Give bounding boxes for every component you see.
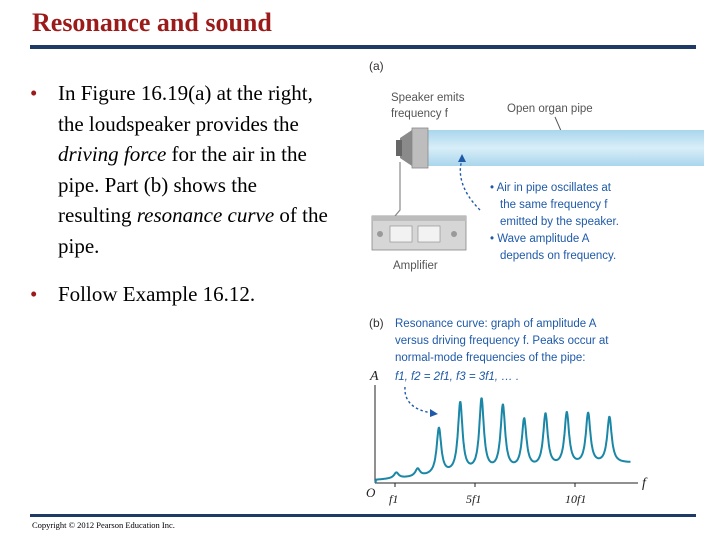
organ-pipe	[428, 130, 704, 166]
caption-dashed-arrow	[405, 387, 432, 413]
caption-line-3: normal-mode frequencies of the pipe:	[395, 352, 586, 364]
note-line-2: the same frequency f	[500, 199, 608, 211]
x-tick-label-10f1: 10f1	[565, 492, 587, 506]
bullet-1-text-c: of the pipe.	[58, 203, 328, 258]
footer-divider	[30, 514, 696, 517]
bullet-1-emphasis-resonance-curve: resonance curve	[136, 203, 275, 227]
x-axis-label: f	[642, 476, 646, 491]
y-axis-label: A	[370, 369, 379, 384]
bullet-dot: •	[30, 81, 38, 105]
bullet-item-2	[30, 279, 330, 310]
panel-a-label: (a)	[369, 59, 384, 73]
slide-title: Resonance and sound	[32, 8, 272, 37]
note-line-5: depends on frequency.	[500, 250, 617, 262]
speaker-label-line2: frequency f	[391, 108, 448, 120]
amplifier-label: Amplifier	[393, 260, 438, 272]
origin-label: O	[366, 485, 376, 500]
caption-line-4: f1, f2 = 2f1, f3 = 3f1, … .	[395, 371, 520, 383]
copyright-text: Copyright © 2012 Pearson Education Inc.	[32, 520, 175, 530]
figure-16-19	[360, 50, 710, 520]
bullet-1-text-a: In Figure 16.19(a) at the right, the loudspeaker provides the	[58, 81, 313, 136]
x-tick-label-5f1: 5f1	[466, 492, 482, 506]
note-line-1: • Air in pipe oscillates at	[490, 182, 612, 194]
caption-arrowhead	[430, 409, 438, 417]
pipe-label: Open organ pipe	[507, 103, 593, 115]
bullet-item-1	[30, 78, 330, 261]
x-tick-label-f1: f1	[389, 492, 399, 506]
speaker-label-line1: Speaker emits	[391, 92, 465, 104]
title-divider	[30, 45, 696, 49]
note-line-4: • Wave amplitude A	[490, 233, 590, 245]
bullet-1-text-b: for the air in the pipe. Part (b) shows the resulting	[58, 142, 307, 227]
caption-line-1: Resonance curve: graph of amplitude A	[395, 318, 597, 330]
bullet-2-text: Follow Example 16.12.	[58, 282, 256, 306]
amplifier-icon	[372, 216, 466, 250]
bullet-dot: •	[30, 282, 38, 306]
note-line-3: emitted by the speaker.	[500, 216, 619, 228]
speaker-cable	[390, 162, 400, 222]
resonance-curve	[375, 398, 630, 483]
bullet-1-emphasis-driving-force: driving force	[58, 142, 167, 166]
bullet-list	[30, 78, 330, 328]
caption-line-2: versus driving frequency f. Peaks occur at	[395, 335, 609, 347]
oscillation-dashed-arrow	[460, 160, 480, 210]
panel-b-label: (b)	[369, 316, 384, 330]
speaker-icon	[396, 128, 428, 168]
